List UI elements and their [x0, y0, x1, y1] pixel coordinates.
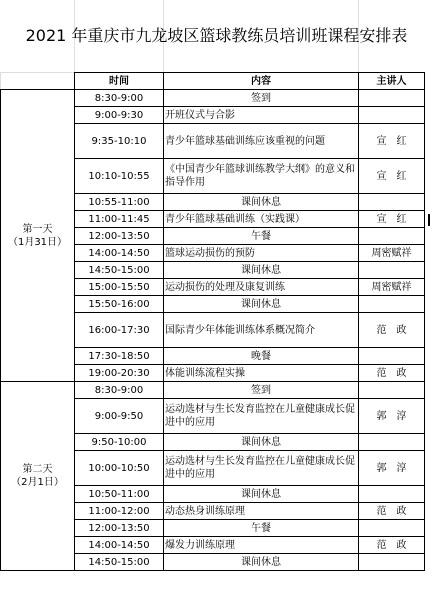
- time-cell: 8:30-9:00: [75, 382, 164, 399]
- speaker-cell: 范 政: [359, 365, 425, 382]
- content-cell: 午餐: [164, 228, 359, 245]
- time-cell: 15:00-15:50: [75, 279, 164, 296]
- time-cell: 14:50-15:00: [75, 554, 164, 571]
- speaker-cell: [359, 296, 425, 313]
- content-cell: 青少年篮球基础训练（实践课）: [164, 211, 359, 228]
- content-cell: 体能训练流程实操: [164, 365, 359, 382]
- day-label-line1: 第一天: [22, 223, 53, 235]
- speaker-cell: 郭 淳: [359, 451, 425, 486]
- time-cell: 10:55-11:00: [75, 194, 164, 211]
- day-label: [1, 90, 75, 382]
- time-cell: 9:00-9:30: [75, 107, 164, 124]
- speaker-cell: [359, 262, 425, 279]
- time-cell: 17:30-18:50: [75, 348, 164, 365]
- time-cell: 14:50-15:00: [75, 262, 164, 279]
- day-label: [1, 382, 75, 571]
- header-speaker: 主讲人: [359, 73, 425, 90]
- time-cell: 11:00-11:45: [75, 211, 164, 228]
- time-cell: 8:30-9:00: [75, 90, 164, 107]
- schedule-body: [1, 90, 425, 571]
- speaker-cell: [359, 554, 425, 571]
- time-cell: 10:00-10:50: [75, 451, 164, 486]
- speaker-cell: 范 政: [359, 313, 425, 348]
- content-cell: 青少年篮球基础训练应该重视的问题: [164, 124, 359, 159]
- time-cell: 9:00-9:50: [75, 399, 164, 434]
- content-cell: 晚餐: [164, 348, 359, 365]
- header-row: [1, 73, 425, 90]
- time-cell: 9:35-10:10: [75, 124, 164, 159]
- speaker-cell: [359, 107, 425, 124]
- speaker-cell: 周密赋祥: [359, 245, 425, 262]
- content-cell: 动态热身训练原理: [164, 503, 359, 520]
- schedule-table: [0, 72, 425, 571]
- content-cell: 午餐: [164, 520, 359, 537]
- time-cell: 16:00-17:30: [75, 313, 164, 348]
- speaker-cell: 周密赋祥: [359, 279, 425, 296]
- speaker-cell: 范 政: [359, 503, 425, 520]
- time-cell: 19:00-20:30: [75, 365, 164, 382]
- time-cell: 9:50-10:00: [75, 434, 164, 451]
- time-cell: 14:00-14:50: [75, 245, 164, 262]
- speaker-cell: [359, 194, 425, 211]
- header-content: 内容: [164, 73, 359, 90]
- content-cell: 开班仪式与合影: [164, 107, 359, 124]
- content-cell: 运动选材与生长发育监控在儿童健康成长促进中的应用: [164, 451, 359, 486]
- time-cell: 10:50-11:00: [75, 486, 164, 503]
- day-label-line1: 第二天: [22, 464, 53, 475]
- speaker-cell: [359, 90, 425, 107]
- time-cell: 15:50-16:00: [75, 296, 164, 313]
- speaker-cell: 宣 红: [359, 211, 425, 228]
- speaker-cell: [359, 382, 425, 399]
- content-cell: 篮球运动损伤的预防: [164, 245, 359, 262]
- content-cell: 运动选材与生长发育监控在儿童健康成长促进中的应用: [164, 399, 359, 434]
- content-cell: 签到: [164, 90, 359, 107]
- content-cell: 课间休息: [164, 554, 359, 571]
- content-cell: 签到: [164, 382, 359, 399]
- content-cell: 国际青少年体能训练体系概况简介: [164, 313, 359, 348]
- day-label-line2: （1月31日）: [7, 236, 68, 248]
- content-cell: 课间休息: [164, 194, 359, 211]
- content-cell: 课间休息: [164, 486, 359, 503]
- content-cell: 课间休息: [164, 434, 359, 451]
- speaker-cell: [359, 486, 425, 503]
- time-cell: 12:00-13:50: [75, 520, 164, 537]
- speaker-cell: 宣 红: [359, 124, 425, 159]
- time-cell: 14:00-14:50: [75, 537, 164, 554]
- content-cell: 爆发力训练原理: [164, 537, 359, 554]
- speaker-cell: [359, 520, 425, 537]
- speaker-cell: 郭 淳: [359, 399, 425, 434]
- content-cell: 课间休息: [164, 296, 359, 313]
- speaker-cell: [359, 434, 425, 451]
- time-cell: 11:00-12:00: [75, 503, 164, 520]
- content-cell: 《中国青少年篮球训练教学大纲》的意义和指导作用: [164, 159, 359, 194]
- speaker-cell: [359, 228, 425, 245]
- content-cell: 课间休息: [164, 262, 359, 279]
- time-cell: 10:10-10:55: [75, 159, 164, 194]
- cell-cursor-mark: [428, 214, 430, 226]
- speaker-cell: 范 政: [359, 537, 425, 554]
- content-cell: 运动损伤的处理及康复训练: [164, 279, 359, 296]
- speaker-cell: [359, 348, 425, 365]
- page-title: 2021 年重庆市九龙坡区篮球教练员培训班课程安排表: [25, 26, 408, 45]
- header-time: 时间: [75, 73, 164, 90]
- time-cell: 12:00-13:50: [75, 228, 164, 245]
- speaker-cell: 宣 红: [359, 159, 425, 194]
- table-row: [1, 382, 425, 399]
- table-row: [1, 90, 425, 107]
- header-day: [1, 73, 75, 90]
- day-label-line2: （2月1日）: [11, 477, 64, 488]
